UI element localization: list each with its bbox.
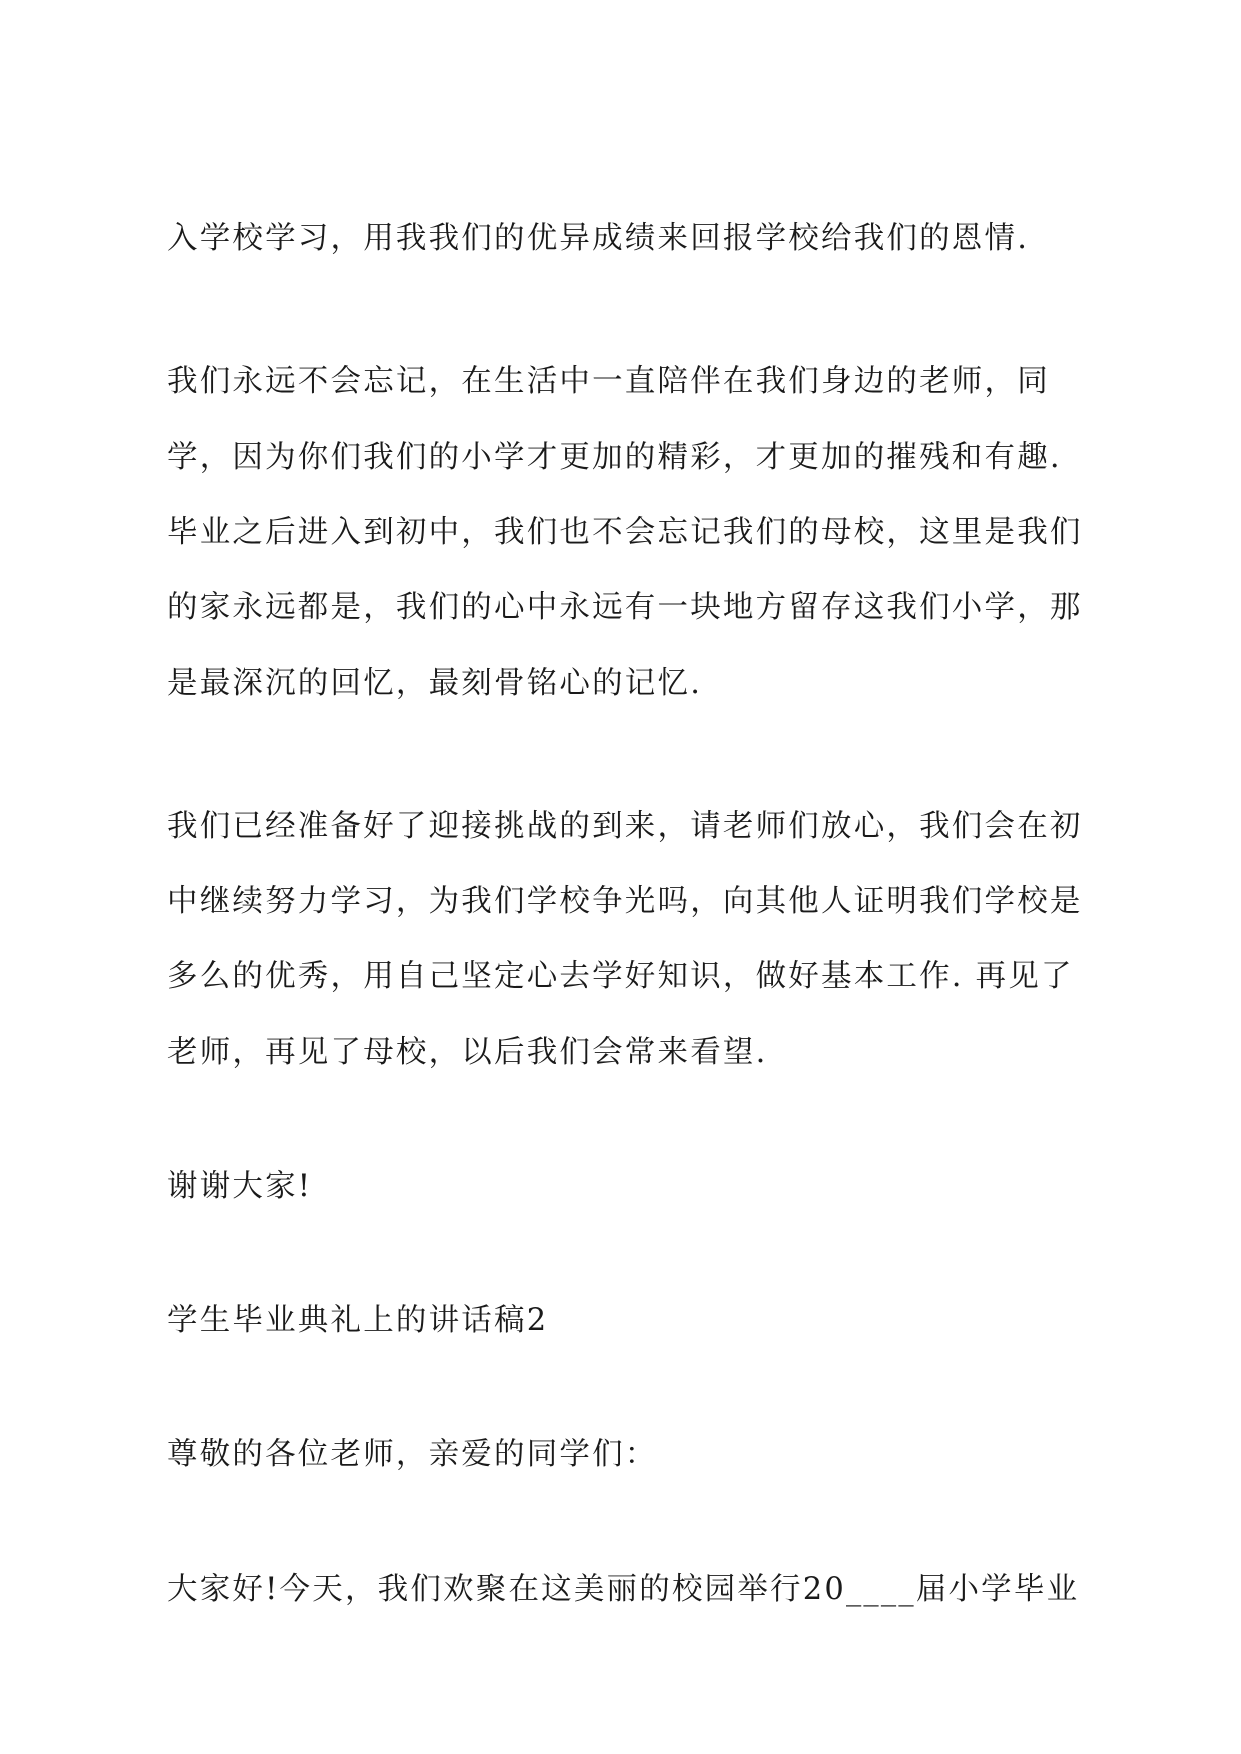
salutation-line: 尊敬的各位老师，亲爱的同学们： <box>167 1437 658 1472</box>
paragraph-line: 我们已经准备好了迎接挑战的到来，请老师们放心，我们会在初 <box>167 809 1083 844</box>
paragraph-line: 毕业之后进入到初中，我们也不会忘记我们的母校，这里是我们 <box>167 515 1083 550</box>
paragraph-line: 中继续努力学习，为我们学校争光吗，向其他人证明我们学校是 <box>167 884 1083 919</box>
section-heading: 学生毕业典礼上的讲话稿2 <box>167 1303 549 1338</box>
paragraph-line: 多么的优秀，用自己坚定心去学好知识，做好基本工作. 再见了 <box>167 959 1074 994</box>
paragraph-line: 是最深沉的回忆，最刻骨铭心的记忆. <box>167 666 703 701</box>
paragraph-line: 入学校学习，用我我们的优异成绩来回报学校给我们的恩情. <box>167 221 1030 256</box>
paragraph-line: 的家永远都是，我们的心中永远有一块地方留存这我们小学，那 <box>167 590 1083 625</box>
closing-line: 谢谢大家! <box>167 1169 313 1204</box>
paragraph-line: 学，因为你们我们的小学才更加的精彩，才更加的摧残和有趣. <box>167 440 1062 475</box>
paragraph-line: 大家好!今天，我们欢聚在这美丽的校园举行20____届小学毕业 <box>167 1572 1080 1607</box>
paragraph-line: 我们永远不会忘记，在生活中一直陪伴在我们身边的老师，同 <box>167 364 1050 399</box>
paragraph-line: 老师，再见了母校，以后我们会常来看望. <box>167 1035 768 1070</box>
